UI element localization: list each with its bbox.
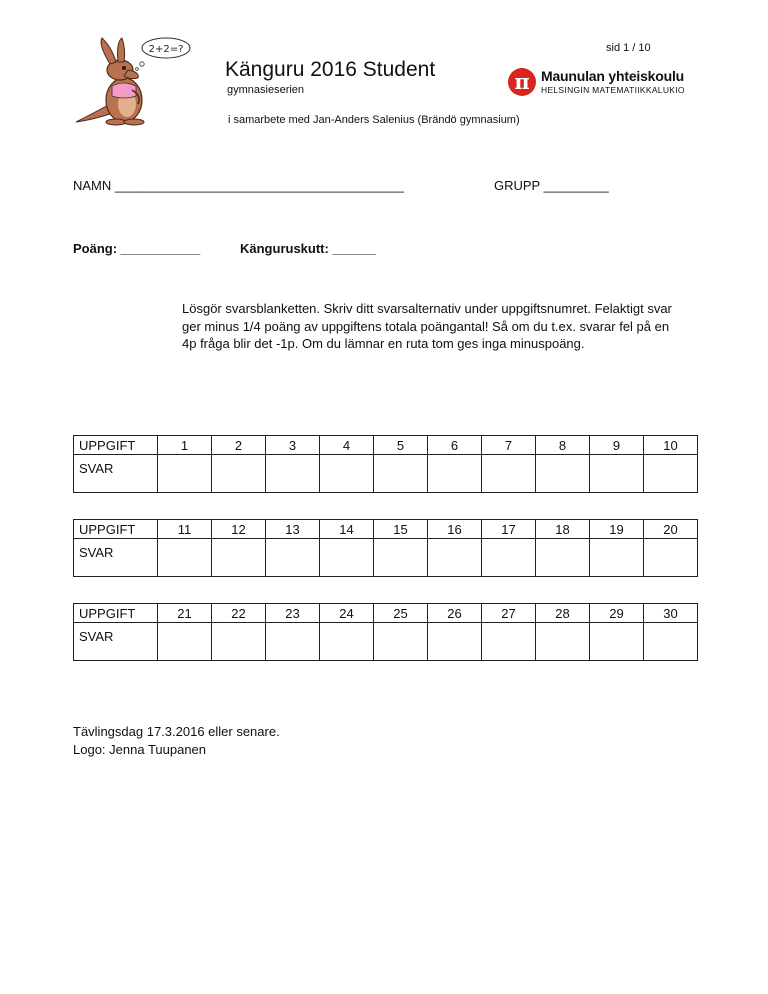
answer-cell[interactable]	[644, 539, 698, 577]
page-title: Känguru 2016 Student	[225, 58, 436, 81]
answer-cell[interactable]	[266, 539, 320, 577]
page-count: 1 / 10	[623, 42, 651, 54]
kangaroo-jump-field[interactable]: Känguruskutt: ______	[240, 241, 376, 256]
task-number: 3	[266, 436, 320, 455]
pi-symbol: π	[514, 69, 530, 94]
answer-cell[interactable]	[644, 623, 698, 661]
task-label: UPPGIFT	[74, 604, 158, 623]
task-number: 8	[536, 436, 590, 455]
task-number: 6	[428, 436, 482, 455]
name-field[interactable]: NAMN ________________________________________	[73, 178, 405, 193]
task-row	[74, 436, 698, 455]
task-number: 2	[212, 436, 266, 455]
task-label: UPPGIFT	[74, 436, 158, 455]
answer-row	[74, 455, 698, 493]
answer-cell[interactable]	[590, 539, 644, 577]
answer-row	[74, 539, 698, 577]
task-number: 10	[644, 436, 698, 455]
answer-cell[interactable]	[266, 623, 320, 661]
school-tagline: HELSINGIN MATEMATIIKKALUKIO	[541, 85, 685, 95]
task-number: 16	[428, 520, 482, 539]
footer	[73, 723, 280, 759]
answer-cell[interactable]	[374, 539, 428, 577]
answer-cell[interactable]	[158, 623, 212, 661]
pi-logo-icon	[507, 67, 537, 97]
answer-cell[interactable]	[482, 455, 536, 493]
task-number: 15	[374, 520, 428, 539]
thought-bubble-text: 2+2=?	[148, 44, 184, 55]
answer-cell[interactable]	[212, 455, 266, 493]
answer-table-1	[73, 435, 698, 493]
answer-table-2	[73, 519, 698, 577]
task-number: 29	[590, 604, 644, 623]
answer-cell[interactable]	[320, 623, 374, 661]
instructions: Lösgör svarsblanketten. Skriv ditt svarsalternativ under uppgiftsnumret. Felaktigt svar ger minus 1/4 poäng av uppgiftens totala poängantal! Så om du t.ex. svarar fel på en 4p fråga blir det -1p. Om du lämnar en ruta tom ges inga minuspoäng.	[182, 301, 672, 351]
page-number	[606, 42, 651, 54]
task-row	[74, 604, 698, 623]
school-logo	[507, 66, 693, 100]
page-label: sid	[606, 42, 621, 54]
group-field[interactable]: GRUPP _________	[494, 178, 609, 193]
answer-cell[interactable]	[536, 539, 590, 577]
answer-cell[interactable]	[536, 623, 590, 661]
answer-cell[interactable]	[482, 623, 536, 661]
task-number: 27	[482, 604, 536, 623]
answer-cell[interactable]	[428, 539, 482, 577]
task-number: 11	[158, 520, 212, 539]
task-number: 20	[644, 520, 698, 539]
collaboration-note: i samarbete med Jan-Anders Salenius (Brändö gymnasium)	[228, 114, 520, 126]
answer-cell[interactable]	[320, 539, 374, 577]
answer-row	[74, 623, 698, 661]
answer-label: SVAR	[74, 539, 158, 577]
page-subtitle: gymnasieserien	[227, 84, 305, 96]
school-name: Maunulan yhteiskoulu	[541, 68, 685, 84]
contest-date: Tävlingsdag 17.3.2016 eller senare.	[73, 724, 280, 739]
answer-cell[interactable]	[212, 539, 266, 577]
task-number: 7	[482, 436, 536, 455]
answer-table-3	[73, 603, 698, 661]
task-number: 17	[482, 520, 536, 539]
task-number: 12	[212, 520, 266, 539]
answer-cell[interactable]	[644, 455, 698, 493]
answer-cell[interactable]	[428, 623, 482, 661]
task-number: 21	[158, 604, 212, 623]
answer-cell[interactable]	[482, 539, 536, 577]
answer-cell[interactable]	[374, 455, 428, 493]
task-number: 24	[320, 604, 374, 623]
task-number: 9	[590, 436, 644, 455]
answer-cell[interactable]	[158, 455, 212, 493]
answer-cell[interactable]	[374, 623, 428, 661]
task-row	[74, 520, 698, 539]
kangaroo-mascot-icon	[72, 34, 198, 128]
task-number: 26	[428, 604, 482, 623]
task-number: 13	[266, 520, 320, 539]
answer-cell[interactable]	[590, 623, 644, 661]
logo-credit: Logo: Jenna Tuupanen	[73, 742, 207, 757]
answer-cell[interactable]	[428, 455, 482, 493]
answer-label: SVAR	[74, 455, 158, 493]
task-number: 23	[266, 604, 320, 623]
answer-cell[interactable]	[266, 455, 320, 493]
task-number: 5	[374, 436, 428, 455]
answer-label: SVAR	[74, 623, 158, 661]
task-number: 22	[212, 604, 266, 623]
answer-cell[interactable]	[590, 455, 644, 493]
task-label: UPPGIFT	[74, 520, 158, 539]
task-number: 25	[374, 604, 428, 623]
answer-cell[interactable]	[536, 455, 590, 493]
task-number: 18	[536, 520, 590, 539]
points-field[interactable]: Poäng: ___________	[73, 241, 201, 256]
answer-cell[interactable]	[158, 539, 212, 577]
task-number: 30	[644, 604, 698, 623]
answer-cell[interactable]	[212, 623, 266, 661]
task-number: 1	[158, 436, 212, 455]
task-number: 19	[590, 520, 644, 539]
task-number: 4	[320, 436, 374, 455]
task-number: 14	[320, 520, 374, 539]
task-number: 28	[536, 604, 590, 623]
answer-cell[interactable]	[320, 455, 374, 493]
